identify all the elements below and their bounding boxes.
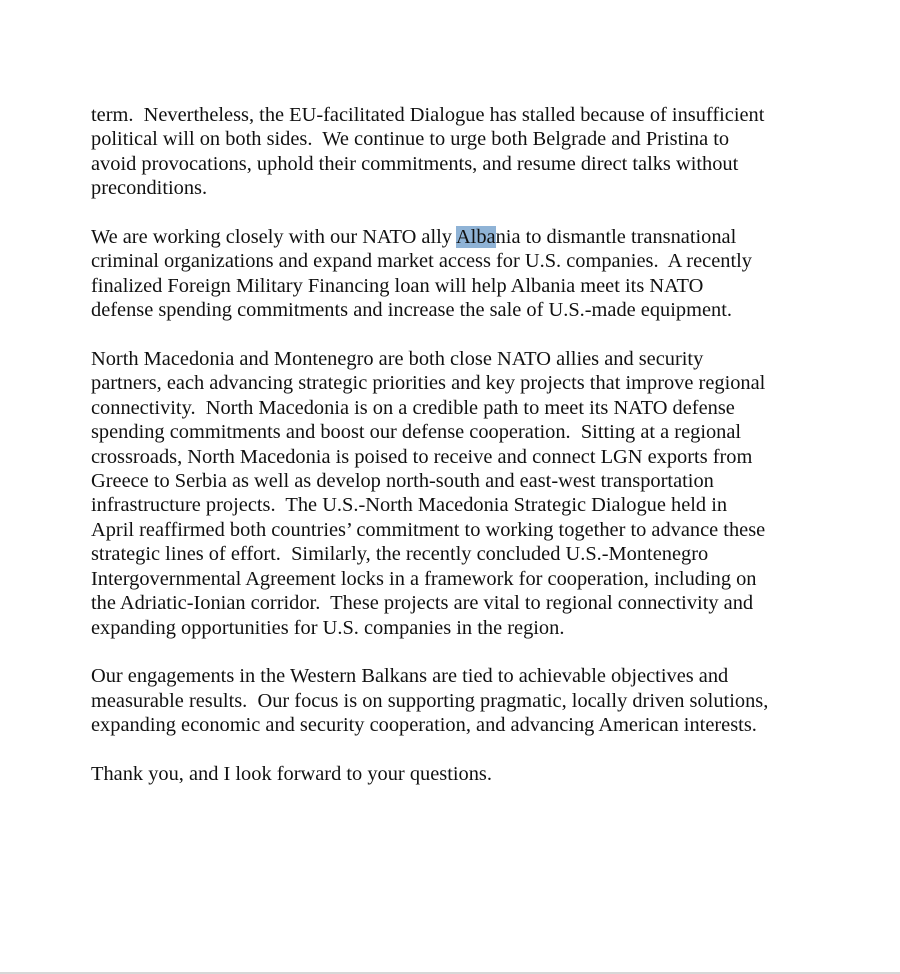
text-segment[interactable]: We are working closely with our NATO ally — [91, 226, 456, 249]
text-line[interactable]: expanding economic and security cooperation, and advancing American interests. — [91, 714, 757, 737]
text-line[interactable]: April reaffirmed both countries’ commitment to working together to advance these — [91, 518, 766, 541]
text-line[interactable]: infrastructure projects. The U.S.-North Macedonia Strategic Dialogue held in — [91, 494, 728, 517]
text-line[interactable]: preconditions. — [91, 177, 208, 200]
paragraph-north-macedonia-montenegro — [91, 347, 831, 640]
text-line[interactable]: connectivity. North Macedonia is on a credible path to meet its NATO defense — [91, 396, 735, 419]
text-line[interactable]: partners, each advancing strategic priorities and key projects that improve regional — [91, 372, 766, 395]
text-line[interactable]: criminal organizations and expand market access for U.S. companies. A recently — [91, 250, 752, 273]
text-line[interactable]: Our engagements in the Western Balkans are tied to achievable objectives and — [91, 665, 729, 688]
paragraph-kosovo-serbia-dialogue — [91, 103, 831, 201]
text-line[interactable]: spending commitments and boost our defense cooperation. Sitting at a regional — [91, 421, 742, 444]
text-line[interactable]: measurable results. Our focus is on supporting pragmatic, locally driven solutions, — [91, 689, 769, 712]
text-segment[interactable]: nia to dismantle transnational — [495, 226, 737, 249]
text-line[interactable]: Greece to Serbia as well as develop north-south and east-west transportation — [91, 470, 714, 493]
text-line[interactable]: political will on both sides. We continue to urge both Belgrade and Pristina to — [91, 128, 730, 151]
text-line[interactable]: expanding opportunities for U.S. companies in the region. — [91, 616, 565, 639]
text-line[interactable]: Thank you, and I look forward to your questions. — [91, 762, 492, 785]
text-line[interactable]: term. Nevertheless, the EU-facilitated Dialogue has stalled because of insufficient — [91, 104, 765, 126]
text-line[interactable] — [91, 225, 831, 249]
paragraph-closing — [91, 762, 831, 786]
text-line[interactable]: defense spending commitments and increase the sale of U.S.-made equipment. — [91, 299, 732, 322]
text-line[interactable]: North Macedonia and Montenegro are both close NATO allies and security — [91, 348, 704, 371]
text-line[interactable]: crossroads, North Macedonia is poised to receive and connect LGN exports from — [91, 445, 753, 468]
selected-text-highlight[interactable]: Alba — [455, 226, 496, 249]
paragraph-western-balkans-engagements — [91, 664, 831, 737]
text-line[interactable]: Intergovernmental Agreement locks in a framework for cooperation, including on — [91, 567, 757, 590]
text-line[interactable]: avoid provocations, uphold their commitments, and resume direct talks without — [91, 152, 739, 175]
text-line[interactable]: finalized Foreign Military Financing loan will help Albania meet its NATO — [91, 274, 704, 297]
paragraph-albania — [91, 225, 831, 323]
text-line[interactable]: the Adriatic-Ionian corridor. These projects are vital to regional connectivity and — [91, 592, 754, 615]
document-body — [91, 103, 831, 811]
text-line[interactable]: strategic lines of effort. Similarly, the recently concluded U.S.-Montenegro — [91, 543, 709, 566]
